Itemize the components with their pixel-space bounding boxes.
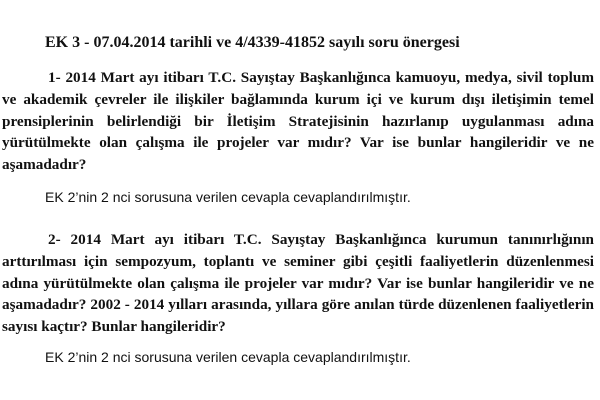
answer-2: EK 2’nin 2 nci sorusuna verilen cevapla cevaplandırılmıştır. [45,349,411,365]
question-2: 2- 2014 Mart ayı itibarı T.C. Sayıştay Başkanlığınca kurumun tanınırlığının arttırılması için sempozyum, toplantı ve seminer gibi çeşitli faaliyetlerin düzenlenmesi adına yürütülmekte olan çalışma ile projeler var mıdır? Var ise bunlar hangileridir ve ne aşamadadır? 2002 - 2014 yılları arasında, yıllara göre anılan türde düzenlenen faaliyetlerin sayısı kaçtır? Bunlar hangileridir? [2,231,594,336]
document-heading: EK 3 - 07.04.2014 tarihli ve 4/4339-41852 sayılı soru önergesi [45,34,460,51]
answer-1: EK 2’nin 2 nci sorusuna verilen cevapla cevaplandırılmıştır. [45,189,411,205]
question-1: 1- 2014 Mart ayı itibarı T.C. Sayıştay Başkanlığınca kamuoyu, medya, sivil toplum ve akademik çevreler ile ilişkiler bağlamında kurum içi ve kurum dışı iletişimin temel prensiplerinin belirlendiği bir İletişim Stratejisinin hazırlanıp uygulanması adına yürütülmekte olan çalışma ile projeler var mıdır? Var ise bunlar hangileridir ve ne aşamadadır? [2,69,594,174]
